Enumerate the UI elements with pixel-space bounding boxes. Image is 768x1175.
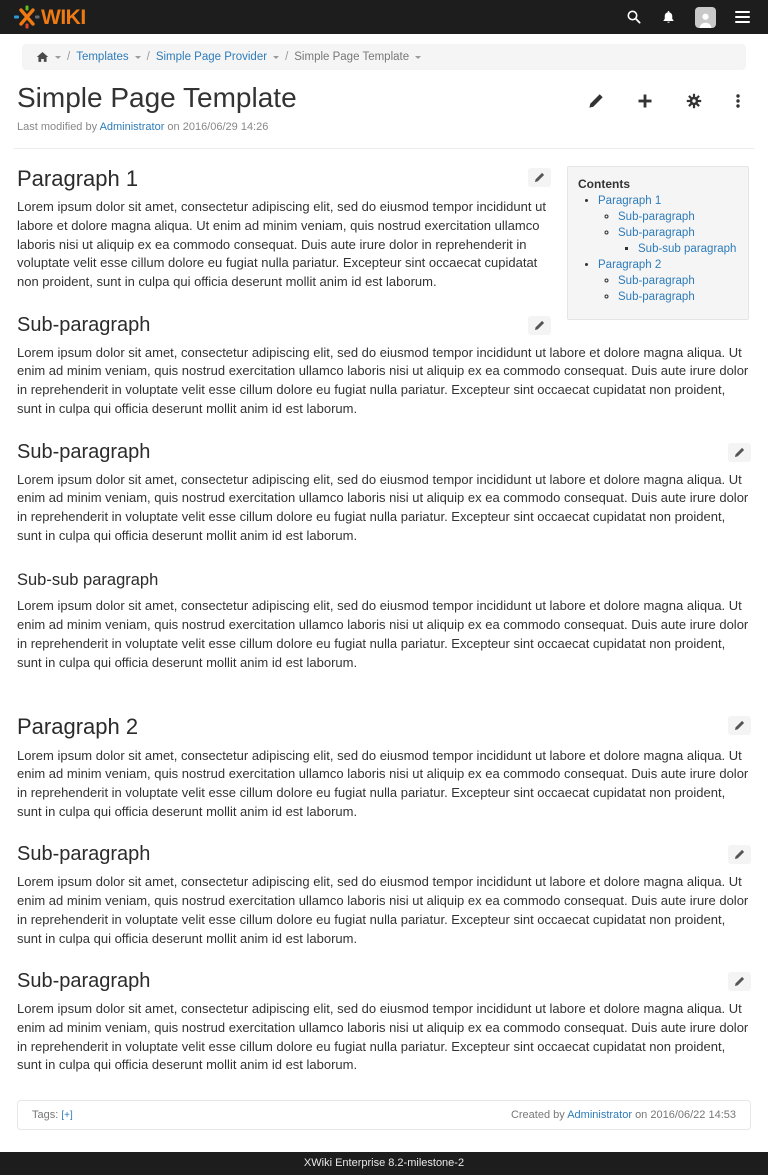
xwiki-logo[interactable] (14, 5, 86, 29)
toc-link-paragraph-2[interactable]: Paragraph 2 (598, 258, 662, 271)
created-prefix: Created by (510, 1109, 565, 1122)
toc-link-sub-paragraph[interactable]: Sub-paragraph (618, 274, 695, 287)
chevron-down-icon[interactable] (135, 56, 141, 62)
toc-link-paragraph-1[interactable]: Paragraph 1 (598, 194, 662, 207)
section-edit-pencil-icon[interactable] (728, 972, 751, 991)
section-heading-text: Paragraph 1 (17, 165, 139, 191)
toc-link-sub-sub-paragraph[interactable]: Sub-sub paragraph (638, 242, 737, 255)
section-heading-text: Sub-paragraph (17, 843, 151, 866)
more-actions-icon[interactable] (735, 93, 741, 109)
section-heading-text: Sub-paragraph (17, 970, 151, 993)
breadcrumb-current-page: Simple Page Template (294, 51, 410, 63)
toc-link-sub-paragraph[interactable]: Sub-paragraph (618, 210, 695, 223)
breadcrumb-link-templates[interactable]: Templates (76, 51, 129, 63)
modified-prefix: Last modified by (17, 120, 98, 133)
section-heading-text: Sub-sub paragraph (17, 571, 159, 590)
top-navbar (0, 0, 768, 34)
home-icon[interactable] (36, 51, 49, 63)
section-heading-text: Sub-paragraph (17, 440, 151, 463)
toc-panel (567, 166, 749, 320)
section-heading-sub-sub-paragraph (17, 571, 751, 590)
edit-button[interactable] (588, 93, 604, 109)
create-button[interactable] (637, 93, 653, 109)
section-paragraph: Lorem ipsum dolor sit amet, consectetur adipiscing elit, sed do eiusmod tempor incididunt ut labore et dolore magna aliqua. Ut enim ad minim veniam, quis nostrud exercitation ullamco laboris nisi ut aliquip ex ea commodo consequat. Duis aute irure dolor in reprehenderit in voluptate velit esse cillum dolore eu fugiat nulla pariatur. Excepteur sint occaecat cupidatat non proident, sunt in culpa qui officia deserunt mollit anim id est laborum. (17, 874, 749, 946)
toc-item (638, 243, 740, 255)
chevron-down-icon[interactable] (273, 56, 279, 62)
section-paragraph: Lorem ipsum dolor sit amet, consectetur adipiscing elit, sed do eiusmod tempor incididunt ut labore et dolore magna aliqua. Ut enim ad minim veniam, quis nostrud exercitation ullamco laboris nisi ut aliquip ex ea commodo consequat. Duis aute irure dolor in reprehenderit in voluptate velit esse cillum dolore eu fugiat nulla pariatur. Excepteur sint occaecat cupidatat non proident, sunt in culpa qui officia deserunt mollit anim id est laborum. (17, 1001, 749, 1073)
doc-footer (17, 1100, 751, 1130)
section-edit-pencil-icon[interactable] (728, 716, 751, 735)
section-edit-pencil-icon[interactable] (728, 845, 751, 864)
version-text: XWiki Enterprise 8.2-milestone-2 (303, 1157, 465, 1170)
chevron-down-icon[interactable] (415, 56, 421, 62)
section-heading-paragraph-2 (17, 714, 751, 739)
search-icon[interactable] (626, 9, 642, 25)
section-paragraph: Lorem ipsum dolor sit amet, consectetur adipiscing elit, sed do eiusmod tempor incididunt ut labore et dolore magna aliqua. Ut enim ad minim veniam, quis nostrud exercitation ullamco laboris nisi ut aliquip ex ea commodo consequat. Duis aute irure dolor in reprehenderit in voluptate velit esse cillum dolore eu fugiat nulla pariatur. Excepteur sint occaecat cupidatat non proident, sunt in culpa qui officia deserunt mollit anim id est laborum. (17, 747, 749, 819)
page-title: Simple Page Template (17, 82, 297, 113)
document-content (0, 149, 768, 1075)
last-modified-line (0, 114, 768, 133)
breadcrumb-separator: / (146, 51, 150, 63)
created-line (511, 1109, 736, 1121)
modified-suffix: on 2016/06/29 14:26 (167, 120, 269, 133)
xwiki-logo-text: WIKI (41, 5, 86, 29)
section-paragraph: Lorem ipsum dolor sit amet, consectetur adipiscing elit, sed do eiusmod tempor incididunt ut labore et dolore magna aliqua. Ut enim ad minim veniam, quis nostrud exercitation ullamco laboris nisi ut aliquip ex ea commodo consequat. Duis aute irure dolor in reprehenderit in voluptate velit esse cillum dolore eu fugiat nulla pariatur. Excepteur sint occaecat cupidatat non proident, sunt in culpa qui officia deserunt mollit anim id est laborum. (17, 199, 546, 289)
section-heading-sub-paragraph (17, 970, 751, 993)
section-heading-sub-paragraph (17, 843, 751, 866)
toc-item (598, 259, 740, 303)
gear-icon[interactable] (686, 93, 702, 109)
section-paragraph: Lorem ipsum dolor sit amet, consectetur adipiscing elit, sed do eiusmod tempor incididunt ut labore et dolore magna aliqua. Ut enim ad minim veniam, quis nostrud exercitation ullamco laboris nisi ut aliquip ex ea commodo consequat. Duis aute irure dolor in reprehenderit in voluptate velit esse cillum dolore eu fugiat nulla pariatur. Excepteur sint occaecat cupidatat non proident, sunt in culpa qui officia deserunt mollit anim id est laborum. (17, 344, 749, 416)
created-user-link[interactable]: Administrator (567, 1109, 632, 1122)
breadcrumb (22, 44, 746, 70)
section-edit-pencil-icon[interactable] (528, 316, 551, 335)
section-paragraph: Lorem ipsum dolor sit amet, consectetur adipiscing elit, sed do eiusmod tempor incididunt ut labore et dolore magna aliqua. Ut enim ad minim veniam, quis nostrud exercitation ullamco laboris nisi ut aliquip ex ea commodo consequat. Duis aute irure dolor in reprehenderit in voluptate velit esse cillum dolore eu fugiat nulla pariatur. Excepteur sint occaecat cupidatat non proident, sunt in culpa qui officia deserunt mollit anim id est laborum. (17, 471, 749, 543)
created-suffix: on 2016/06/22 14:53 (635, 1109, 736, 1122)
toc-title: Contents (578, 176, 630, 191)
toc-list (578, 195, 740, 303)
modified-user-link[interactable]: Administrator (99, 120, 165, 133)
section-heading-sub-paragraph (17, 441, 751, 464)
section-edit-pencil-icon[interactable] (728, 443, 751, 462)
breadcrumb-separator: / (285, 51, 289, 63)
hamburger-menu-icon[interactable] (735, 11, 750, 23)
toc-item (598, 195, 740, 255)
toc-item (618, 275, 740, 287)
toc-link-sub-paragraph[interactable]: Sub-paragraph (618, 290, 695, 303)
toc-link-sub-paragraph[interactable]: Sub-paragraph (618, 226, 695, 239)
add-tag-button[interactable]: [+] (61, 1110, 73, 1122)
section-edit-pencil-icon[interactable] (528, 168, 551, 187)
user-avatar[interactable] (695, 7, 716, 28)
breadcrumb-separator: / (67, 51, 71, 63)
tags-label: Tags: (32, 1109, 59, 1122)
breadcrumb-link-simple-page-provider[interactable]: Simple Page Provider (155, 51, 268, 63)
toc-item (618, 227, 740, 255)
toc-item (618, 211, 740, 223)
section-heading-text: Sub-paragraph (17, 313, 151, 336)
xwiki-logo-x-icon (14, 5, 40, 29)
page-actions (588, 83, 751, 109)
page-header (0, 70, 768, 114)
chevron-down-icon[interactable] (55, 56, 61, 62)
toc-item (618, 291, 740, 303)
tags-line (32, 1109, 73, 1121)
bell-icon[interactable] (661, 9, 676, 25)
section-heading-text: Paragraph 2 (17, 714, 139, 740)
section-paragraph: Lorem ipsum dolor sit amet, consectetur adipiscing elit, sed do eiusmod tempor incididunt ut labore et dolore magna aliqua. Ut enim ad minim veniam, quis nostrud exercitation ullamco laboris nisi ut aliquip ex ea commodo consequat. Duis aute irure dolor in reprehenderit in voluptate velit esse cillum dolore eu fugiat nulla pariatur. Excepteur sint occaecat cupidatat non proident, sunt in culpa qui officia deserunt mollit anim id est laborum. (17, 598, 749, 670)
version-footer (0, 1152, 768, 1175)
